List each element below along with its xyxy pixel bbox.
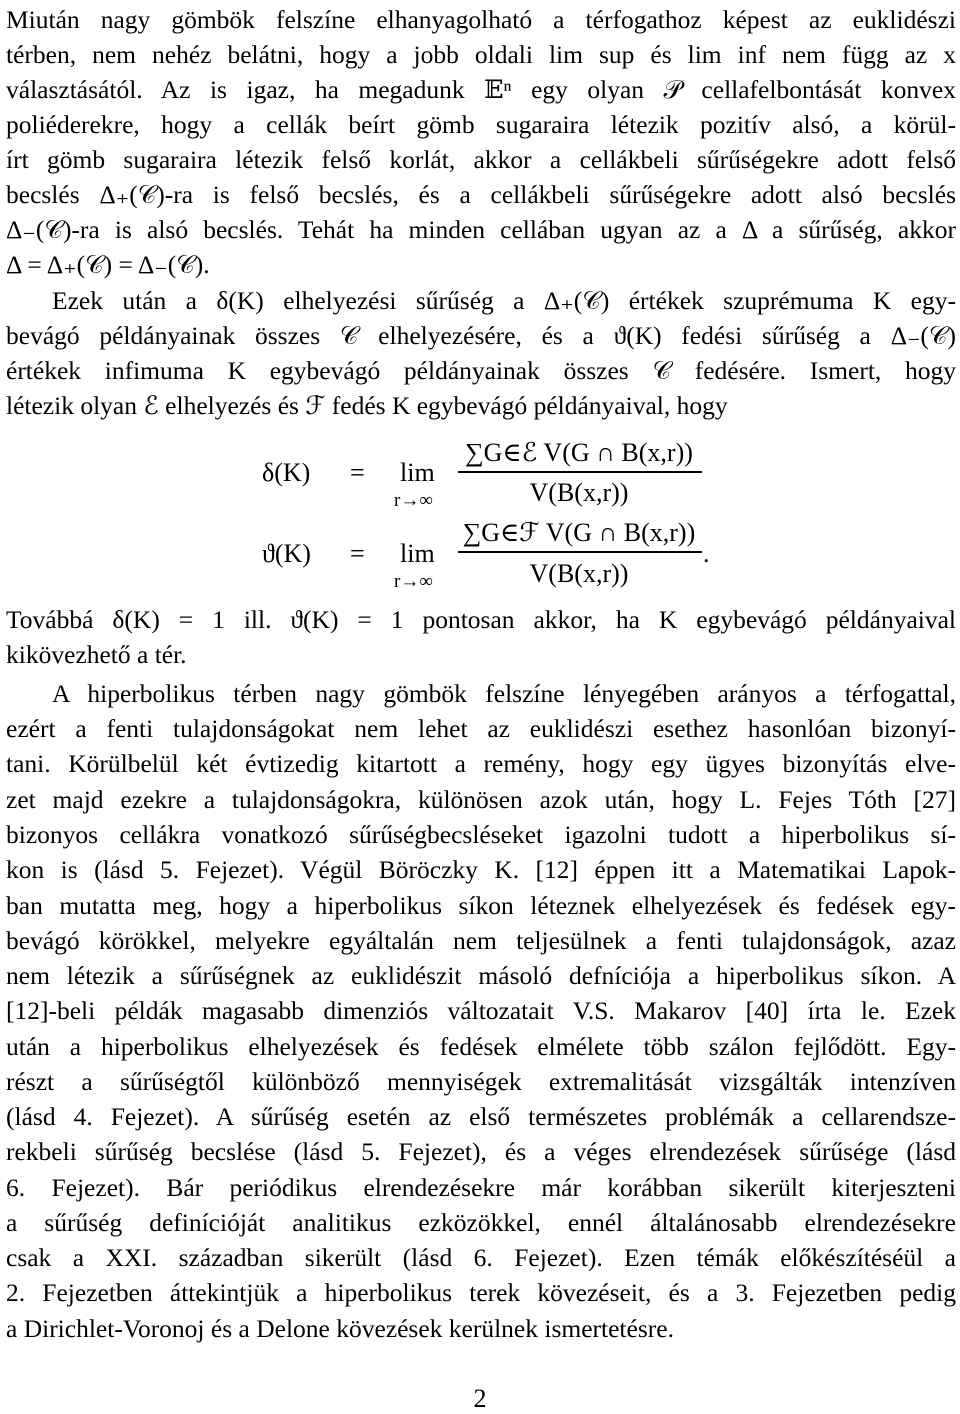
text-line: Továbbá δ(K) = 1 ill. ϑ(K) = 1 pontosan akkor, ha K egybevágó példányaival [6, 605, 956, 634]
eq-relation: = [350, 539, 365, 568]
text-line: 6. Fejezet). Bár periódikus elrendezésekre már korábban sikerült kiterjeszteni [6, 1173, 956, 1202]
eq-relation: = [350, 458, 365, 487]
page-number: 2 [473, 1384, 487, 1413]
text-line: létezik olyan ℰ elhelyezés és ℱ fedés K egybevágó példányaival, hogy [6, 391, 728, 420]
text-line: után a hiperbolikus elhelyezések és fedések elmélete több szálon fejlődött. Egy- [6, 1032, 956, 1061]
eq-denominator: V(B(x,r)) [529, 478, 629, 507]
text-line: bevágó példányainak összes 𝒞 elhelyezésére, és a ϑ(K) fedési sűrűség a Δ₋(𝒞) [6, 321, 956, 350]
text-line: 2. Fejezetben áttekintjük a hiperbolikus terek kövezéseit, és a 3. Fejezetben pedig [6, 1278, 956, 1307]
text-line: a Dirichlet-Voronoj és a Delone kövezések kerülnek ismertetésre. [6, 1314, 674, 1343]
eq-lim-subscript: r→∞ [394, 571, 433, 592]
eq-lhs: ϑ(K) [262, 539, 311, 568]
text-line: csak a XXI. században sikerült (lásd 6. Fejezet). Ezen témák előkészítéséül a [6, 1243, 956, 1272]
text-line: tani. Körülbelül két évtizedig kitartott a remény, hogy egy ügyes bizonyítás elve- [6, 749, 956, 778]
text-line: zet majd ezekre a tulajdonságokra, különösen azok után, hogy L. Fejes Tóth [27] [6, 785, 956, 814]
fraction-bar [458, 551, 702, 553]
eq-lim: lim [400, 539, 435, 568]
text-line: részt a sűrűségtől különböző mennyiségek extremalitását vizsgálták intenzíven [6, 1067, 956, 1096]
text-line: Ezek után a δ(K) elhelyezési sűrűség a Δ₊(𝒞) értékek szuprémuma K egy- [52, 286, 956, 315]
eq-numerator: ∑G∈ℱ V(G ∩ B(x,r)) [462, 518, 696, 547]
text-line: rekbeli sűrűség becslése (lásd 5. Fejezet), és a véges elrendezések sűrűsége (lásd [6, 1137, 956, 1166]
text-line: A hiperbolikus térben nagy gömbök felszíne lényegében arányos a térfogattal, [52, 679, 956, 708]
text-line: Δ₋(𝒞)-ra is alsó becslés. Tehát ha minden cellában ugyan az a Δ a sűrűség, akkor [6, 215, 956, 244]
text-line: Δ = Δ₊(𝒞) = Δ₋(𝒞). [6, 250, 210, 279]
eq-lhs: δ(K) [262, 458, 311, 487]
text-line: (lásd 4. Fejezet). A sűrűség esetén az első természetes problémák a cellarendsze- [6, 1102, 956, 1131]
eq-lim-subscript: r→∞ [394, 490, 433, 511]
text-line: ezért a fenti tulajdonságokat nem lehet az euklidészi esethez hasonlóan bizonyí- [6, 714, 956, 743]
fraction-bar [458, 471, 702, 473]
text-line: nem létezik a sűrűségnek az euklidészit másoló defníciója a hiperbolikus síkon. A [6, 961, 956, 990]
text-line: Miután nagy gömbök felszíne elhanyagolható a térfogathoz képest az euklidészi [6, 5, 956, 34]
text-line: poliéderekre, hogy a cellák beírt gömb sugaraira létezik pozitív alsó, a körül- [6, 110, 956, 139]
text-line: értékek infimuma K egybevágó példányainak összes 𝒞 fedésére. Ismert, hogy [6, 356, 956, 385]
text-line: a sűrűség definícióját analitikus ezközökkel, ennél általánosabb elrendezésekre [6, 1208, 956, 1237]
eq-period: . [703, 539, 710, 568]
text-line: bizonyos cellákra vonatkozó sűrűségbecsléseket igazolni tudott a hiperbolikus sí- [6, 820, 956, 849]
text-line: bevágó körökkel, melyekre egyáltalán nem teljesülnek a fenti tulajdonságok, azaz [6, 926, 956, 955]
eq-numerator: ∑G∈ℰ V(G ∩ B(x,r)) [465, 438, 693, 467]
text-line: ban mutatta meg, hogy a hiperbolikus síkon léteznek elhelyezések és fedések egy- [6, 891, 956, 920]
eq-denominator: V(B(x,r)) [529, 559, 629, 588]
eq-lim: lim [400, 458, 435, 487]
text-line: [12]-beli példák magasabb dimenziós változatait V.S. Makarov [40] írta le. Ezek [6, 996, 956, 1025]
text-line: választásától. Az is igaz, ha megadunk 𝔼ⁿ egy olyan 𝒫 cellafelbontását konvex [6, 75, 956, 104]
text-line: becslés Δ₊(𝒞)-ra is felső becslés, és a cellákbeli sűrűségekre adott alsó becslés [6, 180, 956, 209]
text-line: írt gömb sugaraira létezik felső korlát, akkor a cellákbeli sűrűségekre adott felső [6, 145, 956, 174]
text-line: térben, nem nehéz belátni, hogy a jobb oldali lim sup és lim inf nem függ az x [6, 40, 956, 69]
text-line: kon is (lásd 5. Fejezet). Végül Böröczky K. [12] éppen itt a Matematikai Lapok- [6, 855, 956, 884]
text-line: kikövezhető a tér. [6, 640, 187, 669]
